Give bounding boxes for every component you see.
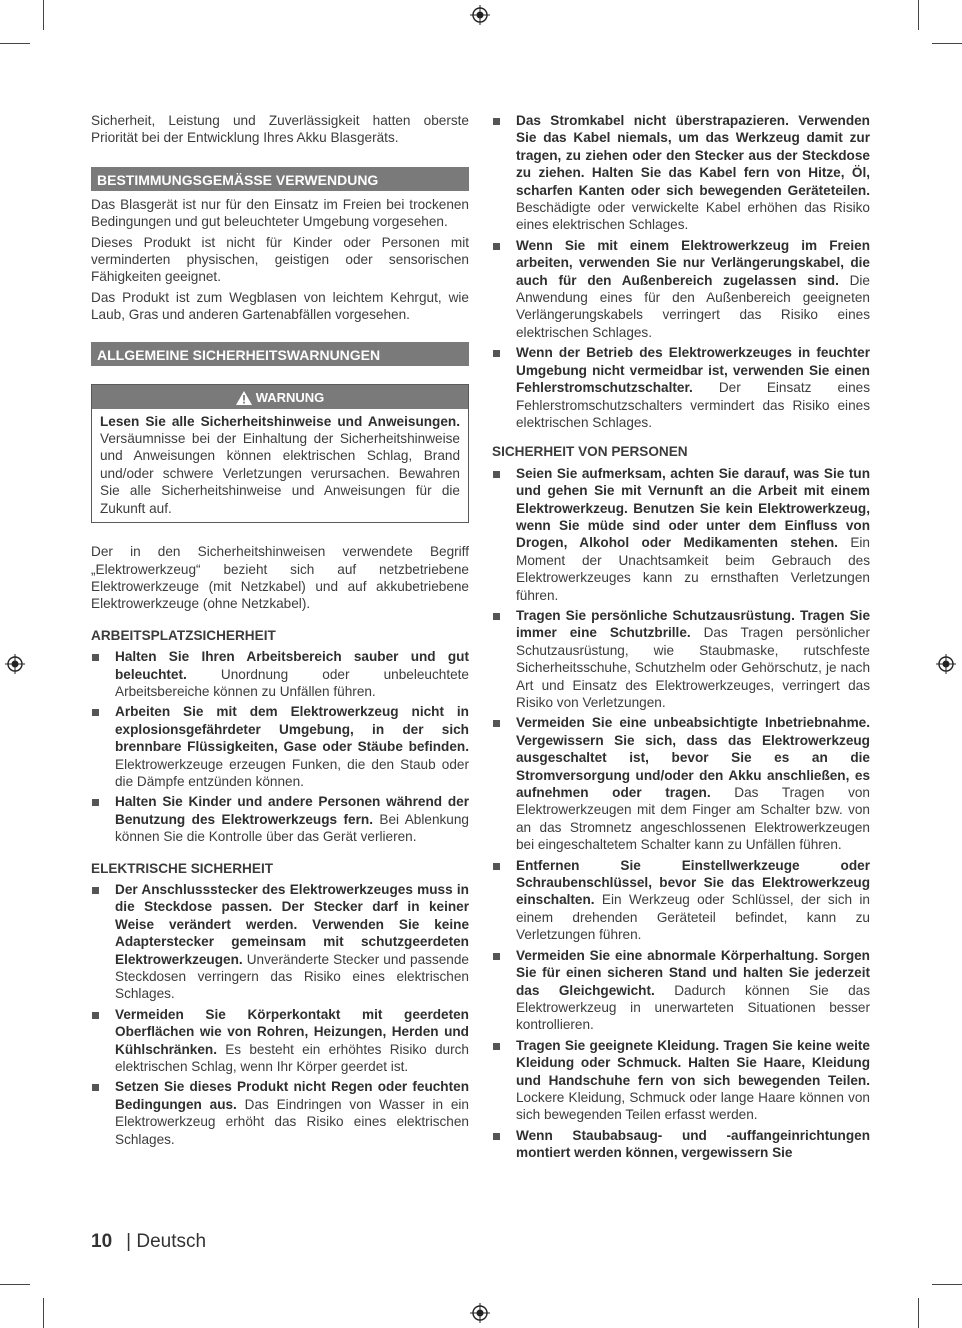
right-column — [492, 112, 870, 1165]
registration-mark-icon — [5, 654, 25, 674]
subheading: SICHERHEIT VON PERSONEN — [492, 444, 688, 460]
warning-triangle-icon — [236, 391, 252, 405]
item-bold: Tragen Sie persönliche Schutzausrüstung. Tragen Sie immer eine Schutzbrille. — [516, 607, 870, 641]
bullet-square-icon — [92, 654, 99, 661]
item-bold: Arbeiten Sie mit dem Elektrowerkzeug nicht in explosionsgefährdeter Umgebung, in der sich brennbare Flüssigkeiten, Gase oder Stäube befinden. — [115, 704, 469, 755]
crop-mark — [918, 0, 919, 30]
list-item — [492, 947, 870, 1034]
item-bold: Der Anschlussstecker des Elektrowerkzeuges muss in die Steckdose passen. Der Stecker darf in keiner Weise verändert werden. Verwenden Sie keine Adapterstecker gemeinsam mit schutzgeerdeten Elektrowerkzeugen. — [115, 882, 469, 967]
list-item — [91, 648, 469, 700]
item-text: Das Tragen von Elektrowerkzeugen mit dem Finger am Schalter bzw. von an das Stromnetz angeschlossenen Elektrowerkzeugen bei eingeschaltetem Schalter kann zu Unfällen führen. — [516, 785, 870, 853]
crop-mark — [932, 43, 962, 44]
bullet-square-icon — [92, 709, 99, 716]
bullet-square-icon — [493, 863, 500, 870]
registration-mark-icon — [470, 5, 490, 25]
registration-mark-icon — [936, 654, 956, 674]
bullet-square-icon — [493, 1133, 500, 1140]
item-text: Es besteht ein erhöhtes Risiko durch elektrischen Schlag, wenn Ihr Körper geerdet ist. — [115, 1041, 469, 1075]
list-item — [91, 793, 469, 845]
item-bold: Das Stromkabel nicht überstrapazieren. Verwenden Sie das Kabel niemals, um das Werkzeug damit zur tragen, zu ziehen oder den Stecker aus der Steckdose zu ziehen. Halten Sie das Kabel fern von Hitze, Öl, scharfen Kanten oder sich bewegenden Geräteteilen. — [516, 113, 870, 198]
list-item — [91, 1006, 469, 1076]
list-item — [91, 881, 469, 1003]
list-item — [492, 237, 870, 341]
section-heading: BESTIMMUNGSGEMÄSSE VERWENDUNG — [91, 167, 469, 191]
item-text: Das Tragen persönlicher Schutzausrüstung, wie Staubmaske, rutschfeste Sicherheitsschuhe, Schutzhelm oder Gehörschutz, je nach Art und Einsatz des Elektrowerkzeuges, verringert das Risiko von Verletzungen. — [516, 625, 871, 710]
list-item — [91, 703, 469, 790]
item-bold: Vermeiden Sie Körperkontakt mit geerdeten Oberflächen wie von Rohren, Heizungen, Herden und Kühlschränken. — [115, 1006, 469, 1057]
item-text: Beschädigte oder verwickelte Kabel erhöhen das Risiko eines elektrischen Schlages. — [516, 200, 870, 233]
page-language: | Deutsch — [126, 1231, 207, 1252]
list-item — [492, 714, 870, 853]
item-text: Elektrowerkzeuge erzeugen Funken, die den Staub oder die Dämpfe entzünden können. — [115, 756, 469, 789]
bullet-square-icon — [92, 1012, 99, 1019]
item-bold: Tragen Sie geeignete Kleidung. Tragen Sie keine weite Kleidung oder Schmuck. Halten Sie Haare, Kleidung und Handschuhe fern von sich bewegenden Teilen. — [516, 1037, 870, 1088]
paragraph: Dieses Produkt ist nicht für Kinder oder Personen mit verminderten physischen, geistigen oder sensorischen Fähigkeiten geeignet. — [91, 234, 469, 285]
list-item — [492, 857, 870, 944]
warning-header — [92, 385, 468, 409]
item-bold: Wenn der Betrieb des Elektrowerkzeuges in feuchter Umgebung nicht vermeidbar ist, verwenden Sie einen Fehlerstromschutzschalter. — [516, 345, 870, 396]
item-text: Unveränderte Stecker und passende Steckdosen verringern das Risiko eines elektrischen Schlages. — [115, 951, 469, 1002]
item-bold: Setzen Sie dieses Produkt nicht Regen oder feuchten Bedingungen aus. — [115, 1079, 469, 1112]
list-item — [492, 112, 870, 234]
warning-text: Versäumnisse bei der Einhaltung der Sicherheitshinweise und Anweisungen können elektrischen Schlag, Brand und/oder schwere Verletzungen verursachen. Bewahren Sie alle Sicherheitshinweise und Anweisungen für die Zukunft auf. — [100, 431, 460, 516]
left-column — [91, 112, 469, 1151]
intro-paragraph: Sicherheit, Leistung und Zuverlässigkeit hatten oberste Priorität bei der Entwicklung Ihres Akku Blasgeräts. — [91, 113, 469, 146]
list-item — [492, 1127, 870, 1162]
list-item — [492, 465, 870, 604]
bullet-square-icon — [493, 613, 500, 620]
crop-mark — [43, 0, 44, 30]
list-item — [492, 1037, 870, 1124]
bullet-square-icon — [493, 471, 500, 478]
term-paragraph: Der in den Sicherheitshinweisen verwendete Begriff „Elektrowerkzeug“ bezieht sich auf netzbetriebene Elektrowerkzeuge (mit Netzkabel) und auf akkubetriebene Elektrowerkzeuge (ohne Netzkabel). — [91, 544, 469, 612]
item-bold: Wenn Staubabsaug- und -auffangeinrichtungen montiert werden können, vergewissern Sie — [516, 1127, 870, 1161]
crop-mark — [932, 1284, 962, 1285]
subheading: ARBEITSPLATZSICHERHEIT — [91, 627, 276, 643]
item-text: Bei Ablenkung können Sie die Kontrolle über das Gerät verlieren. — [115, 811, 469, 845]
item-bold: Wenn Sie mit einem Elektrowerkzeug im Freien arbeiten, verwenden Sie nur Verlängerungskabel, die auch für den Außenbereich zugelassen sind. — [516, 237, 870, 288]
paragraph: Das Produkt ist zum Wegblasen von leichtem Kehrgut, wie Laub, Gras und anderen Gartenabfällen vorgesehen. — [91, 289, 469, 323]
crop-mark — [43, 1298, 44, 1328]
page-number: 10 — [91, 1231, 113, 1252]
item-bold: Seien Sie aufmerksam, achten Sie darauf, was Sie tun und gehen Sie mit Vernunft an die Arbeit mit einem Elektrowerkzeug. Benutzen Sie kein Elektrowerkzeug, wenn Sie müde sind oder unter dem Einfluss von Drogen, Alkohol oder Medikamenten stehen. — [516, 465, 870, 551]
item-text: Ein Werkzeug oder Schlüssel, der sich in einem drehenden Geräteteil befindet, kann zu Verletzungen führen. — [516, 892, 870, 943]
item-text: Unordnung oder unbeleuchtete Arbeitsbereiche können zu Unfällen führen. — [115, 666, 469, 699]
bullet-square-icon — [493, 118, 500, 125]
item-bold: Halten Sie Ihren Arbeitsbereich sauber und gut beleuchtet. — [115, 649, 469, 682]
registration-mark-icon — [470, 1303, 490, 1323]
warning-body — [92, 409, 468, 522]
subheading: ELEKTRISCHE SICHERHEIT — [91, 860, 274, 876]
item-text: Die Anwendung eines für den Außenbereich geeigneten Verlängerungskabels verringert das Risiko eines elektrischen Schlages. — [516, 272, 870, 340]
item-bold: Entfernen Sie Einstellwerkzeuge oder Schraubenschlüssel, bevor Sie das Elektrowerkzeug einschalten. — [516, 857, 870, 908]
bullet-square-icon — [92, 1084, 99, 1091]
item-text: Das Eindringen von Wasser in ein Elektrowerkzeug erhöht das Risiko eines elektrischen Schlages. — [115, 1096, 469, 1147]
warning-label: WARNUNG — [255, 389, 325, 405]
bullet-square-icon — [92, 887, 99, 894]
list-item — [492, 344, 870, 431]
list-item — [492, 607, 870, 711]
page-footer — [91, 1231, 206, 1253]
item-text: Dadurch können Sie das Elektrowerkzeug in unerwarteten Situationen besser kontrollieren. — [516, 982, 870, 1033]
list-item — [91, 1078, 469, 1148]
warning-box — [91, 384, 469, 523]
bullet-list — [492, 465, 870, 1162]
bullet-square-icon — [493, 1043, 500, 1050]
bullet-list — [91, 648, 469, 845]
bullet-list — [492, 112, 870, 431]
item-bold: Vermeiden Sie eine abnormale Körperhaltung. Sorgen Sie für einen sicheren Stand und halten Sie jederzeit das Gleichgewicht. — [516, 947, 870, 998]
crop-mark — [918, 1298, 919, 1328]
bullet-square-icon — [493, 953, 500, 960]
item-text: Der Einsatz eines Fehlerstromschutzschalters vermindert das Risiko eines elektrischen Schlages. — [516, 380, 870, 430]
bullet-square-icon — [92, 799, 99, 806]
bullet-square-icon — [493, 720, 500, 727]
crop-mark — [0, 1284, 30, 1285]
paragraph: Das Blasgerät ist nur für den Einsatz im Freien bei trockenen Bedingungen und gut beleuchteter Umgebung vorgesehen. — [91, 196, 469, 230]
bullet-square-icon — [493, 243, 500, 250]
item-bold: Vermeiden Sie eine unbeabsichtigte Inbetriebnahme. Vergewissern Sie sich, dass das Elektrowerkzeug ausgeschaltet ist, bevor Sie es an die Stromversorgung und/oder den Akku anschließen, es aufnehmen oder tragen. — [516, 715, 870, 801]
item-text: Ein Moment der Unachtsamkeit beim Gebrauch des Elektrowerkzeuges kann zu ernsthaften Verletzungen führen. — [516, 535, 870, 603]
bullet-square-icon — [493, 350, 500, 357]
item-text: Lockere Kleidung, Schmuck oder lange Haare können von sich bewegenden Teilen erfasst werden. — [516, 1089, 870, 1123]
warning-bold: Lesen Sie alle Sicherheitshinweise und Anweisungen. — [100, 413, 460, 429]
crop-mark — [0, 43, 30, 44]
item-bold: Halten Sie Kinder und andere Personen während der Benutzung des Elektrowerkzeugs fern. — [115, 794, 469, 827]
section-heading: ALLGEMEINE SICHERHEITSWARNUNGEN — [91, 342, 469, 366]
bullet-list — [91, 881, 469, 1148]
